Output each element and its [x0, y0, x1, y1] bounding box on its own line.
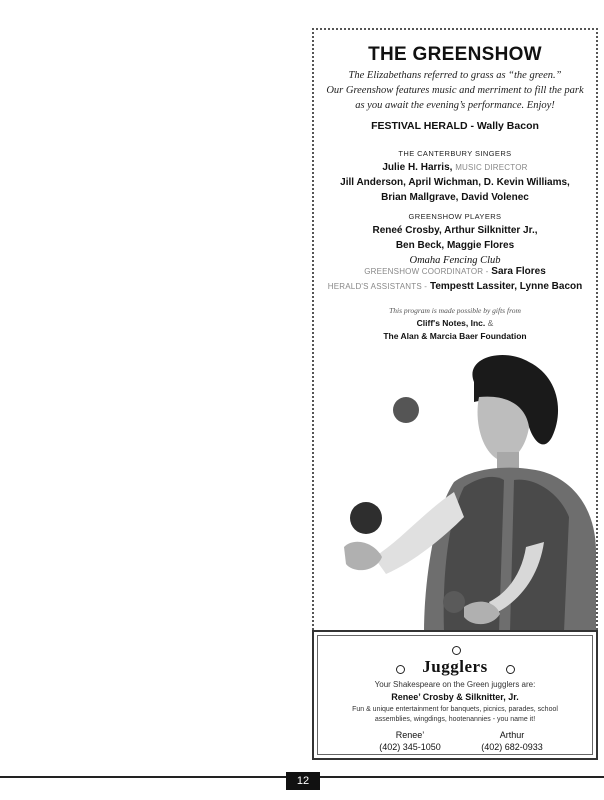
assistants-names: Tempestt Lassiter, Lynne Bacon	[429, 281, 583, 292]
ad-title: Jugglers	[422, 657, 488, 676]
ad-desc-line: Fun & unique entertainment for banquets, picnics, parades, school	[352, 706, 558, 713]
sponsor-2: The Alan & Marcia Baer Foundation	[383, 331, 527, 341]
intro-line: The Elizabethans referred to grass as “the green.”	[348, 70, 562, 81]
singers-list	[314, 160, 596, 205]
juggler-photo	[314, 352, 596, 632]
singers-members-line: Brian Mallgrave, David Volenec	[381, 192, 529, 203]
director-role: MUSIC DIRECTOR	[455, 163, 528, 172]
singers-members-line: Jill Anderson, April Wichman, D. Kevin Williams,	[340, 177, 570, 188]
greenshow-intro	[314, 68, 596, 113]
contact-renee	[370, 729, 450, 753]
juggler-illustration	[314, 352, 596, 632]
assistants-role: HERALD'S ASSISTANTS -	[327, 282, 428, 291]
fencing-club: Omaha Fencing Club	[409, 255, 501, 266]
ad-juggler-names: Renee’ Crosby & Silknitter, Jr.	[391, 692, 519, 702]
players-line: Reneé Crosby, Arthur Silknitter Jr.,	[372, 225, 538, 236]
contact-phone: (402) 682-0933	[481, 742, 543, 752]
page-number: 12	[286, 772, 320, 790]
assistants-line	[314, 279, 596, 294]
ad-description	[320, 705, 590, 725]
coordinator-name: Sara Flores	[491, 266, 546, 277]
director-name: Julie H. Harris,	[382, 162, 453, 173]
ad-desc-line: assemblies, wingdings, hootenannies - you name it!	[374, 716, 536, 723]
sponsor-1: Cliff's Notes, Inc.	[416, 318, 486, 328]
intro-line: as you await the evening’s performance. Enjoy!	[355, 100, 555, 111]
ad-subtitle: Your Shakespeare on the Green jugglers are:	[374, 680, 536, 689]
intro-line: Our Greenshow features music and merriment to fill the park	[326, 85, 584, 96]
sponsor-line	[314, 317, 596, 330]
greenshow-title: THE GREENSHOW	[368, 44, 542, 65]
singers-director	[314, 160, 596, 175]
contact-name: Arthur	[499, 730, 525, 740]
players-heading: GREENSHOW PLAYERS	[408, 212, 502, 221]
sponsor-note: This program is made possible by gifts from	[389, 306, 521, 315]
festival-herald: FESTIVAL HERALD - Wally Bacon	[371, 120, 539, 132]
coordinator-role: GREENSHOW COORDINATOR -	[364, 267, 489, 276]
contact-name: Renee’	[395, 730, 425, 740]
jugglers-ad	[312, 630, 598, 760]
singers-heading: THE CANTERBURY SINGERS	[398, 149, 512, 158]
contact-arthur	[462, 729, 562, 753]
players-line: Ben Beck, Maggie Flores	[395, 240, 515, 251]
players-list	[314, 223, 596, 268]
coordinator-line	[314, 264, 596, 279]
sponsor-amp: &	[487, 318, 494, 328]
sponsor-list	[314, 317, 596, 343]
contact-phone: (402) 345-1050	[379, 742, 441, 752]
ring-ornament-icon	[452, 646, 461, 655]
greenshow-panel	[312, 28, 598, 630]
